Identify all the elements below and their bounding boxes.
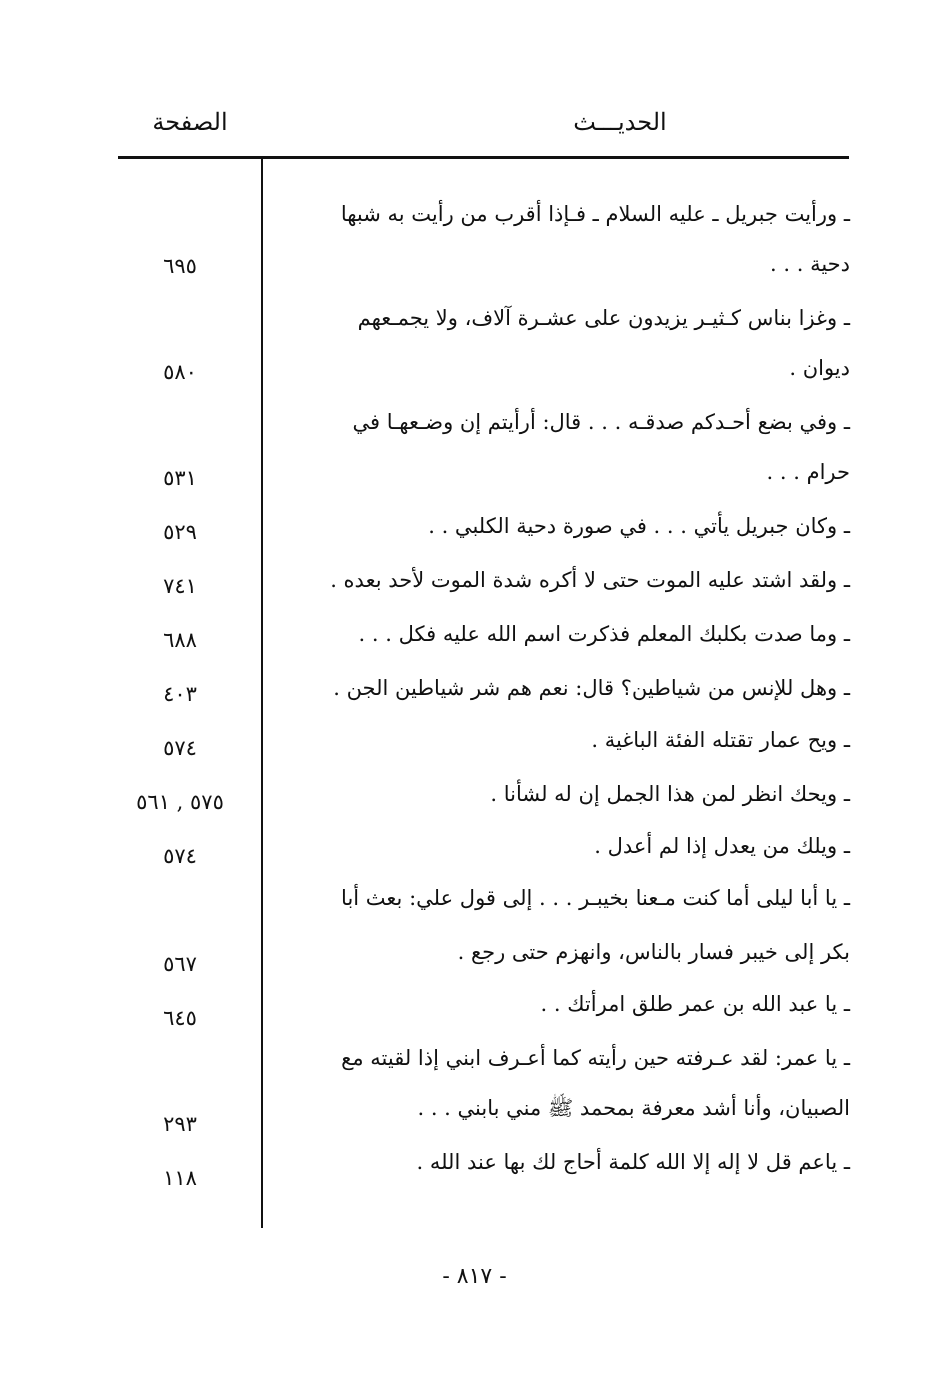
hadith-line: ـ وغزا بناس كـثيـر يزيدون على عشـرة آلاف، ولا يجمـعهم (357, 306, 850, 330)
page-reference: ١١٨ (163, 1166, 197, 1190)
hadith-line: ـ وفي بضع أحـدكم صدقـه . . . قال: أرأيتم إن وضـعهـا في (352, 410, 850, 434)
hadith-line: ـ يا عبد الله بن عمر طلق امرأتك . . (540, 992, 850, 1016)
page-reference: ٥٢٩ (163, 520, 197, 544)
page-reference: ٧٤١ (163, 574, 197, 598)
page-reference: ٥٧٤ (163, 736, 197, 760)
page-reference: ٥٨٠ (163, 360, 197, 384)
page-reference: ٦٤٥ (163, 1006, 197, 1030)
hadith-line: ـ ويلك من يعدل إذا لم أعدل . (594, 834, 850, 858)
hadith-line: ـ وما صدت بكلبك المعلم فذكرت اسم الله عليه فكل . . . (358, 622, 850, 646)
hadith-line: ـ ياعم قل لا إله إلا الله كلمة أحاج لك بها عند الله . (416, 1150, 850, 1174)
hadith-line: ـ ولقد اشتد عليه الموت حتى لا أكره شدة الموت لأحد بعده . (330, 568, 850, 592)
hadith-line: الصبيان، وأنا أشد معرفة بمحمد ﷺ مني بابني . . . (417, 1096, 850, 1120)
hadith-line: ـ وكان جبريل يأتي . . . في صورة دحية الكلبي . . (428, 514, 850, 538)
column-divider (261, 158, 263, 1228)
hadith-line: حرام . . . (766, 460, 850, 484)
hadith-line: ـ وهل للإنس من شياطين؟ قال: نعم هم شر شياطين الجن . (333, 676, 850, 700)
page-number: - ٨١٧ - (442, 1264, 507, 1289)
column-header-hadith: الحديـــث (573, 108, 667, 136)
page-reference: ٦٩٥ (163, 254, 197, 278)
hadith-line: ديوان . (789, 356, 850, 380)
page-reference: ٦٨٨ (163, 628, 197, 652)
hadith-line: ـ يا أبا ليلى أما كنت مـعنا بخيبـر . . . إلى قول علي: بعث أبا (341, 886, 850, 910)
hadith-line: دحية . . . (770, 252, 850, 276)
page-reference: ٥٣١ (163, 466, 197, 490)
column-header-page: الصفحة (152, 108, 228, 136)
hadith-line: ـ ورأيت جبريل ـ عليه السلام ـ فـإذا أقرب من رأيت به شبها (340, 202, 850, 226)
page-reference: ٥٦٧ (163, 952, 197, 976)
page-reference: ٥٧٥ , ٥٦١ (136, 790, 224, 814)
hadith-line: ـ ويحك انظر لمن هذا الجمل إن له لشأنا . (490, 782, 850, 806)
hadith-line: ـ ويح عمار تقتله الفئة الباغية . (591, 728, 850, 752)
page-reference: ٢٩٣ (163, 1112, 197, 1136)
page-reference: ٥٧٤ (163, 844, 197, 868)
hadith-line: بكر إلى خيبر فسار بالناس، وانهزم حتى رجع . (457, 940, 850, 964)
header-divider (118, 156, 849, 159)
hadith-line: ـ يا عمر: لقد عـرفته حين رأيته كما أعـرف ابني إذا لقيته مع (341, 1046, 850, 1070)
page-reference: ٤٠٣ (163, 682, 197, 706)
